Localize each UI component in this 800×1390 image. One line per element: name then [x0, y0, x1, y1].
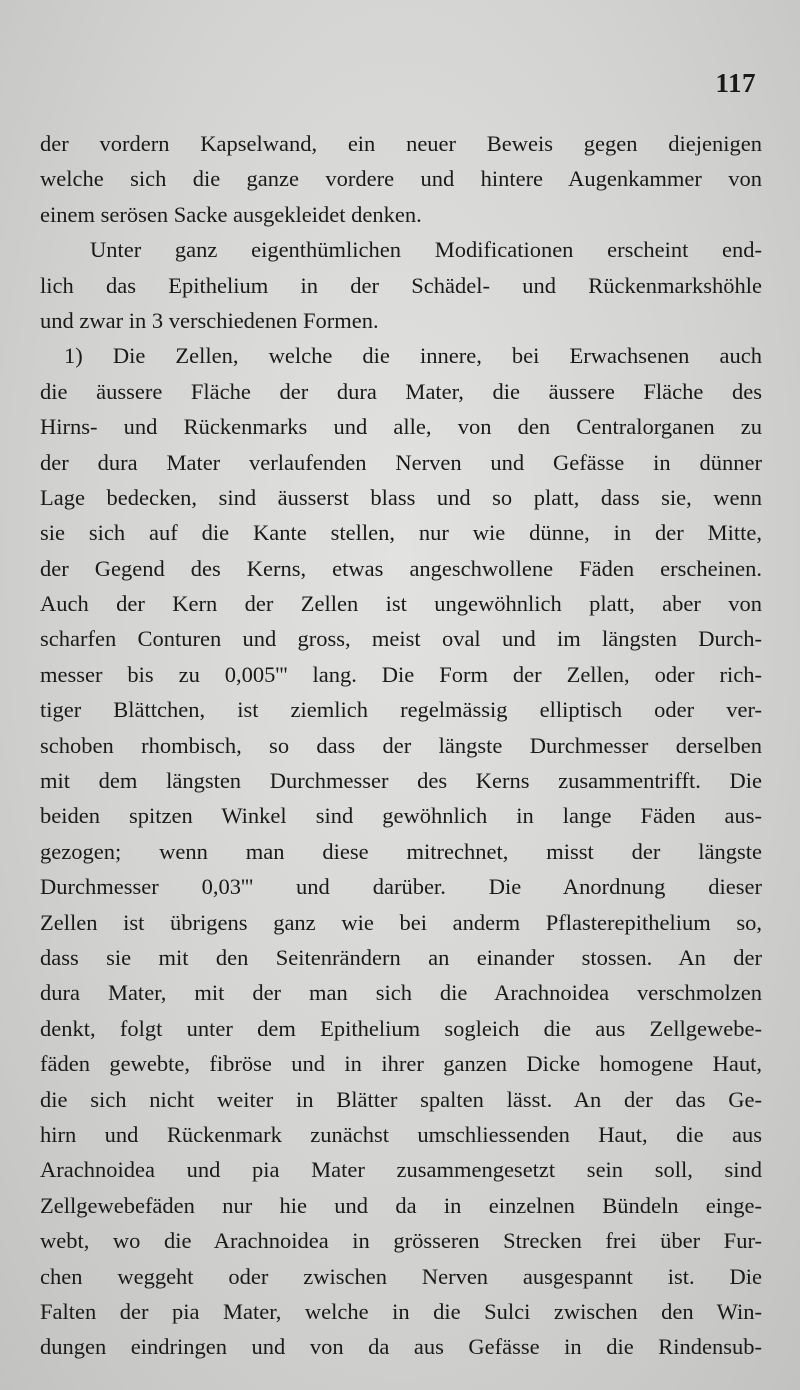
- text-line: webt, wo die Arachnoidea in grösseren Strecken frei über Fur-: [40, 1228, 762, 1254]
- body-text: [40, 126, 762, 1365]
- text-line: lich das Epithelium in der Schädel- und Rückenmarkshöhle: [40, 272, 762, 298]
- text-line: denkt, folgt unter dem Epithelium sogleich die aus Zellgewebe-: [40, 1015, 762, 1041]
- text-line: hirn und Rückenmark zunächst umschliessenden Haut, die aus: [40, 1121, 762, 1147]
- text-line: gezogen; wenn man diese mitrechnet, misst der längste: [40, 838, 762, 864]
- text-line: einem serösen Sacke ausgekleidet denken.: [40, 201, 422, 227]
- text-line: beiden spitzen Winkel sind gewöhnlich in lange Fäden aus-: [40, 803, 762, 829]
- text-line: die sich nicht weiter in Blätter spalten lässt. An der das Ge-: [40, 1086, 762, 1112]
- text-line: Lage bedecken, sind äusserst blass und so platt, dass sie, wenn: [40, 484, 762, 510]
- text-line: die äussere Fläche der dura Mater, die äussere Fläche des: [40, 378, 762, 404]
- text-line: Auch der Kern der Zellen ist ungewöhnlich platt, aber von: [40, 591, 762, 617]
- text-line: mit dem längsten Durchmesser des Kerns zusammentrifft. Die: [40, 768, 762, 794]
- text-line: Falten der pia Mater, welche in die Sulci zwischen den Win-: [40, 1298, 762, 1324]
- text-line: welche sich die ganze vordere und hintere Augenkammer von: [40, 166, 762, 192]
- text-line: und zwar in 3 verschiedenen Formen.: [40, 307, 379, 333]
- text-line: messer bis zu 0,005''' lang. Die Form der Zellen, oder rich-: [40, 661, 762, 687]
- text-line: Durchmesser 0,03''' und darüber. Die Anordnung dieser: [40, 874, 762, 900]
- text-line: der Gegend des Kerns, etwas angeschwollene Fäden erscheinen.: [40, 555, 762, 581]
- text-line: Zellen ist übrigens ganz wie bei anderm Pflasterepithelium so,: [40, 909, 762, 935]
- text-line: dungen eindringen und von da aus Gefässe in die Rindensub-: [40, 1334, 762, 1360]
- text-line: dass sie mit den Seitenrändern an einander stossen. An der: [40, 944, 762, 970]
- text-line: Arachnoidea und pia Mater zusammengesetzt sein soll, sind: [40, 1157, 762, 1183]
- text-line: Zellgewebefäden nur hie und da in einzelnen Bündeln einge-: [40, 1192, 762, 1218]
- text-line: dura Mater, mit der man sich die Arachnoidea verschmolzen: [40, 980, 762, 1006]
- text-line: fäden gewebte, fibröse und in ihrer ganzen Dicke homogene Haut,: [40, 1051, 762, 1077]
- page-number: 117: [715, 68, 756, 98]
- text-line: schoben rhombisch, so dass der längste Durchmesser derselben: [40, 732, 762, 758]
- text-line: Unter ganz eigenthümlichen Modificationen erscheint end-: [90, 237, 762, 263]
- text-line: tiger Blättchen, ist ziemlich regelmässig elliptisch oder ver-: [40, 697, 762, 723]
- text-line: chen weggeht oder zwischen Nerven ausgespannt ist. Die: [40, 1263, 762, 1289]
- text-line: der vordern Kapselwand, ein neuer Beweis gegen diejenigen: [40, 131, 762, 156]
- text-line: 1) Die Zellen, welche die innere, bei Erwachsenen auch: [64, 343, 762, 369]
- text-line: der dura Mater verlaufenden Nerven und Gefässe in dünner: [40, 449, 762, 475]
- text-line: sie sich auf die Kante stellen, nur wie dünne, in der Mitte,: [40, 520, 762, 546]
- text-line: scharfen Conturen und gross, meist oval und im längsten Durch-: [40, 626, 762, 652]
- text-line: Hirns- und Rückenmarks und alle, von den Centralorganen zu: [40, 414, 762, 440]
